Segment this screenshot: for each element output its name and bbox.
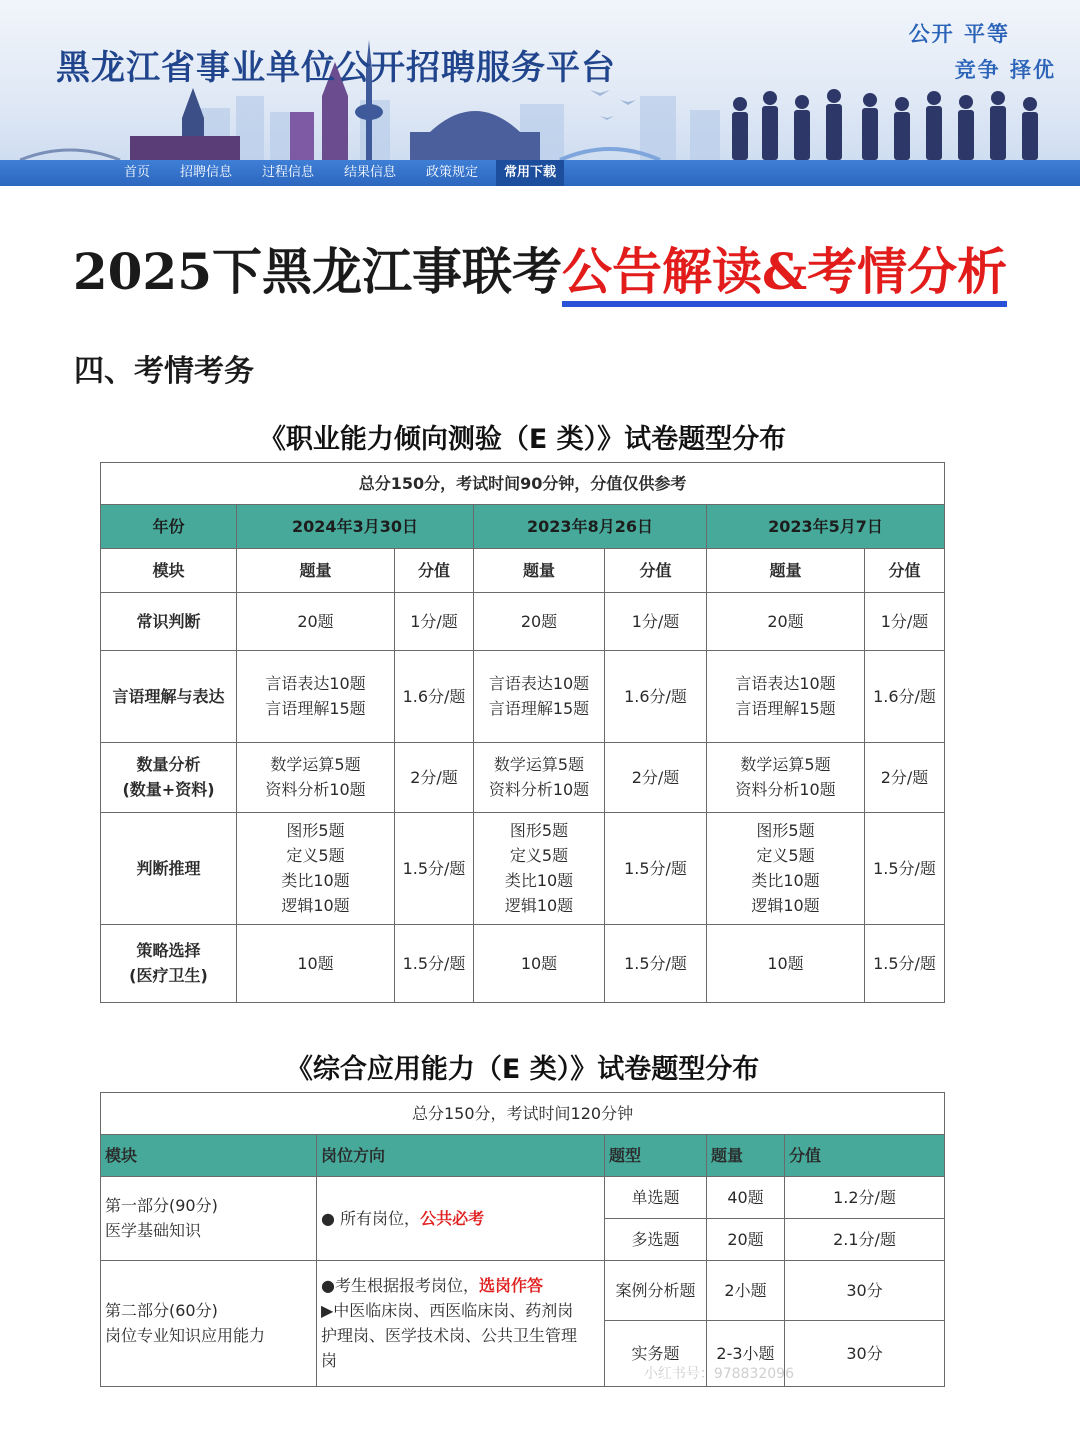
count-line: 定义5题 — [286, 846, 345, 865]
nav-item-policy[interactable]: 政策规定 — [426, 165, 479, 180]
nav-item-home[interactable]: 首页 — [124, 165, 151, 180]
count-line: 10题 — [297, 953, 334, 973]
count-cell — [237, 742, 395, 812]
direction-highlight: 公共必考 — [420, 1208, 485, 1228]
count-cell: 20题 — [707, 1218, 785, 1260]
count-cell — [237, 592, 395, 650]
type-cell: 实务题 — [605, 1320, 707, 1386]
section-title: 四、考情考务 — [74, 354, 254, 389]
count-cell — [707, 742, 865, 812]
score-cell: 1.5分/题 — [865, 812, 945, 924]
count-line: 言语理解15题 — [488, 699, 590, 718]
count-line: 图形5题 — [756, 821, 815, 840]
score-cell: 1.5分/题 — [865, 924, 945, 1002]
count-line: 言语表达10题 — [488, 674, 590, 693]
table-row — [101, 1176, 945, 1218]
count-line: 资料分析10题 — [265, 780, 366, 799]
count-line: 逻辑10题 — [281, 896, 350, 915]
count-cell — [707, 812, 865, 924]
module-cell — [101, 650, 237, 742]
nav-bar — [0, 160, 1080, 186]
slogan-line-2: 竞争 择优 — [954, 58, 1056, 82]
count-line: 类比10题 — [751, 871, 820, 890]
score-cell: 1分/题 — [395, 592, 474, 650]
slogan-line-1: 公开 平等 — [908, 22, 1010, 46]
count-header: 题量 — [474, 548, 605, 592]
module-line: (医疗卫生) — [129, 966, 208, 985]
count-cell: 40题 — [707, 1176, 785, 1218]
headline-black: 2025下黑龙江事联考 — [72, 242, 562, 301]
part1-module-cell — [101, 1176, 317, 1260]
score-cell: 1.6分/题 — [865, 650, 945, 742]
table-row — [101, 1260, 945, 1320]
page-headline — [0, 232, 1080, 304]
table2-caption: 《综合应用能力（E 类）》试卷题型分布 — [285, 1054, 760, 1086]
date-2023-08-26: 2023年8月26日 — [474, 504, 707, 548]
module-header: 模块 — [101, 548, 237, 592]
header-direction: 岗位方向 — [317, 1134, 605, 1176]
count-cell — [474, 812, 605, 924]
nav-item-downloads[interactable]: 常用下载 — [496, 160, 564, 186]
nav-item-recruitment[interactable]: 招聘信息 — [180, 165, 233, 180]
exam-table-aptitude — [100, 418, 944, 1003]
count-line: 言语理解15题 — [265, 699, 366, 718]
count-line: 20题 — [520, 611, 558, 631]
score-cell: 1.5分/题 — [605, 812, 707, 924]
module-line: 第二部分(60分) — [105, 1301, 218, 1320]
module-line: (数量+资料) — [122, 780, 215, 799]
score-cell: 1.6分/题 — [605, 650, 707, 742]
score-cell: 1.2分/题 — [785, 1176, 945, 1218]
site-banner — [0, 0, 1080, 186]
count-line: 定义5题 — [509, 846, 569, 865]
type-cell: 多选题 — [605, 1218, 707, 1260]
date-2023-05-07: 2023年5月7日 — [707, 504, 945, 548]
score-cell: 2分/题 — [395, 742, 474, 812]
count-line: 图形5题 — [509, 821, 569, 840]
count-header: 题量 — [707, 548, 865, 592]
table-row — [101, 742, 945, 812]
module-cell — [101, 812, 237, 924]
count-line: 言语理解15题 — [735, 699, 836, 718]
module-line: 判断推理 — [136, 858, 201, 878]
score-cell: 2.1分/题 — [785, 1218, 945, 1260]
year-label: 年份 — [101, 504, 237, 548]
headline-red: 公告解读&考情分析 — [562, 242, 1007, 307]
header-score: 分值 — [785, 1134, 945, 1176]
score-cell: 30分 — [785, 1260, 945, 1320]
module-line: 第一部分(90分) — [105, 1196, 218, 1215]
count-cell — [237, 924, 395, 1002]
direction-text: ● 所有岗位， — [321, 1208, 421, 1228]
count-line: 资料分析10题 — [735, 780, 836, 799]
direction-line: 护理岗、医学技术岗、公共卫生管理 — [321, 1326, 578, 1345]
type-cell: 单选题 — [605, 1176, 707, 1218]
table1-caption: 《职业能力倾向测验（E 类）》试卷题型分布 — [258, 424, 787, 456]
count-line: 逻辑10题 — [504, 896, 574, 915]
count-line: 类比10题 — [504, 871, 574, 890]
module-line: 岗位专业知识应用能力 — [105, 1326, 266, 1345]
table-row — [101, 812, 945, 924]
module-line: 常识判断 — [136, 611, 201, 631]
date-2024-03-30: 2024年3月30日 — [237, 504, 474, 548]
direction-highlight: 选岗作答 — [478, 1276, 543, 1295]
table2-note: 总分150分，考试时间120分钟 — [101, 1092, 945, 1134]
score-cell: 1.5分/题 — [605, 924, 707, 1002]
score-header: 分值 — [395, 548, 474, 592]
part2-module-cell — [101, 1260, 317, 1386]
count-line: 图形5题 — [286, 821, 345, 840]
site-title: 黑龙江省事业单位公开招聘服务平台 — [56, 48, 616, 88]
count-cell: 2小题 — [707, 1260, 785, 1320]
count-cell — [474, 742, 605, 812]
table1-note: 总分150分，考试时间90分钟，分值仅供参考 — [101, 462, 945, 504]
part1-direction-cell — [317, 1176, 605, 1260]
table-row — [101, 924, 945, 1002]
count-line: 数学运算5题 — [493, 755, 585, 774]
module-cell — [101, 592, 237, 650]
count-cell — [474, 924, 605, 1002]
count-cell — [707, 924, 865, 1002]
nav-item-process[interactable]: 过程信息 — [262, 165, 315, 180]
score-cell: 1分/题 — [865, 592, 945, 650]
count-cell — [237, 812, 395, 924]
module-cell — [101, 742, 237, 812]
table-row — [101, 650, 945, 742]
score-cell: 2分/题 — [605, 742, 707, 812]
module-line: 言语理解与表达 — [112, 686, 225, 706]
direction-line: ▶中医临床岗、西医临床岗、药剂岗 — [321, 1301, 574, 1320]
table-row — [101, 592, 945, 650]
header-type: 题型 — [605, 1134, 707, 1176]
count-line: 数学运算5题 — [740, 755, 831, 774]
nav-item-results[interactable]: 结果信息 — [344, 165, 397, 180]
score-cell: 1分/题 — [605, 592, 707, 650]
count-line: 逻辑10题 — [751, 896, 820, 915]
count-line: 数学运算5题 — [270, 755, 361, 774]
count-cell — [474, 592, 605, 650]
count-line: 资料分析10题 — [488, 780, 590, 799]
part2-direction-cell — [317, 1260, 605, 1386]
count-cell — [707, 592, 865, 650]
count-line: 20题 — [297, 611, 334, 631]
count-line: 10题 — [767, 953, 804, 973]
count-line: 定义5题 — [756, 846, 815, 865]
score-cell: 1.5分/题 — [395, 924, 474, 1002]
count-line: 20题 — [767, 611, 804, 631]
count-cell: 2-3小题 — [707, 1320, 785, 1386]
score-cell: 1.5分/题 — [395, 812, 474, 924]
module-cell — [101, 924, 237, 1002]
count-header: 题量 — [237, 548, 395, 592]
type-cell: 案例分析题 — [605, 1260, 707, 1320]
score-header: 分值 — [605, 548, 707, 592]
module-line: 医学基础知识 — [105, 1221, 202, 1240]
header-module: 模块 — [101, 1134, 317, 1176]
module-line: 策略选择 — [136, 941, 201, 960]
count-cell — [237, 650, 395, 742]
score-cell: 30分 — [785, 1320, 945, 1386]
count-line: 言语表达10题 — [265, 674, 366, 693]
exam-table-comprehensive — [100, 1048, 944, 1387]
score-cell: 1.6分/题 — [395, 650, 474, 742]
header-count: 题量 — [707, 1134, 785, 1176]
direction-line: 岗 — [321, 1351, 338, 1370]
count-cell — [707, 650, 865, 742]
count-cell — [474, 650, 605, 742]
count-line: 10题 — [520, 953, 558, 973]
count-line: 类比10题 — [281, 871, 350, 890]
module-line: 数量分析 — [136, 755, 201, 774]
score-header: 分值 — [865, 548, 945, 592]
score-cell: 2分/题 — [865, 742, 945, 812]
watermark: 小红书号：978832096 — [643, 1365, 794, 1382]
direction-text: ●考生根据报考岗位， — [321, 1276, 479, 1295]
count-line: 言语表达10题 — [735, 674, 836, 693]
